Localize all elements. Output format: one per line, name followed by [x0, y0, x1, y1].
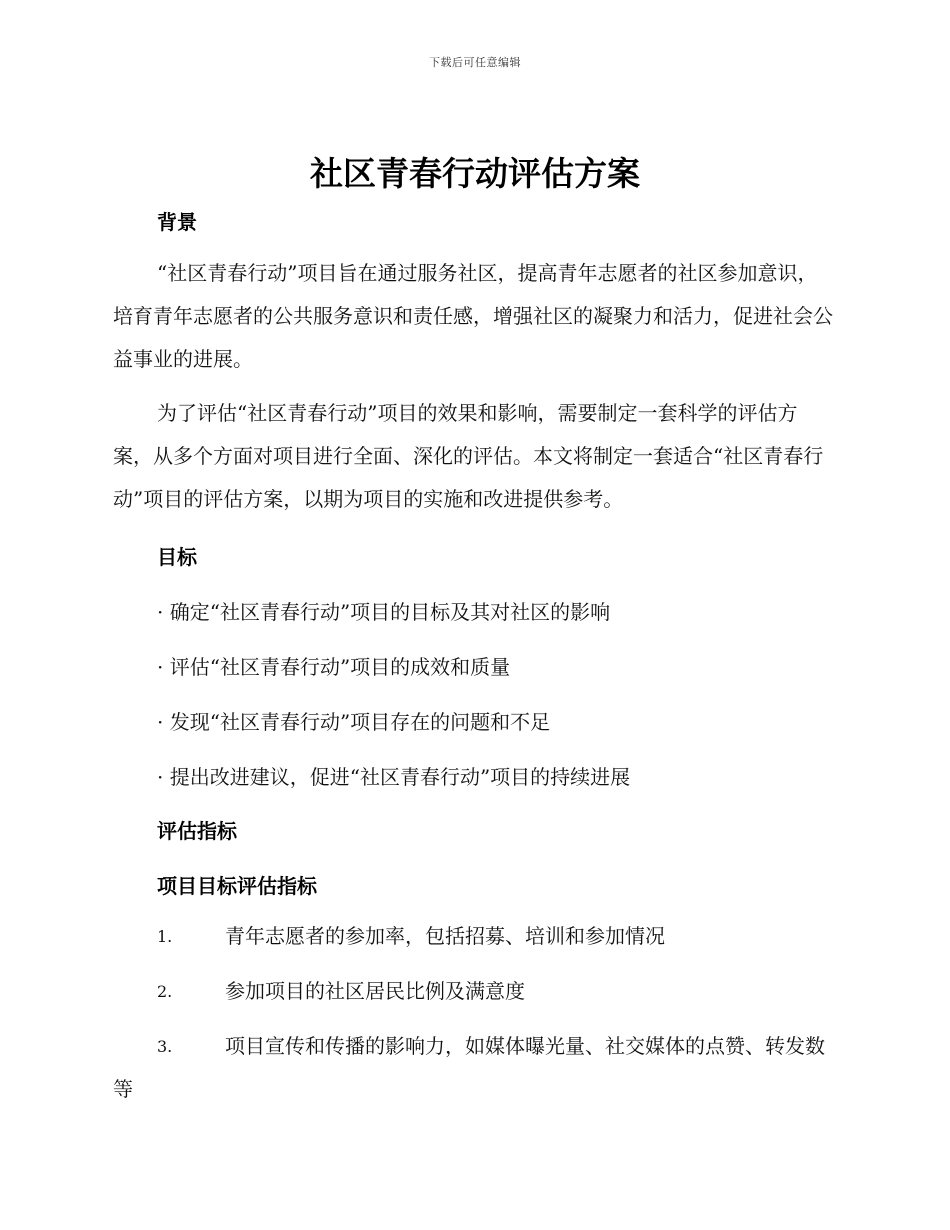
section-heading-goals: 目标 [157, 545, 197, 569]
goal-item: · 发现“社区青春行动”项目存在的问题和不足 [157, 710, 551, 734]
document-title: 社区青春行动评估方案 [310, 154, 640, 193]
background-paragraph-1: “社区青春行动”项目旨在通过服务社区，提高青年志愿者的社区参加意识，培育青年志愿者的公共服务意识和责任感，增强社区的凝聚力和活力，促进社会公益事业的进展。 [113, 261, 833, 371]
goal-item: · 提出改进建议，促进“社区青春行动”项目的持续进展 [157, 765, 631, 789]
indicator-text: 项目宣传和传播的影响力，如媒体曝光量、社交媒体的点赞、转发数等 [113, 1034, 825, 1101]
indicator-item [113, 915, 833, 958]
section-heading-indicators: 评估指标 [157, 819, 237, 843]
indicator-number: 3. [157, 1037, 173, 1056]
goal-item: · 评估“社区青春行动”项目的成效和质量 [157, 655, 511, 679]
goal-item: · 确定“社区青春行动”项目的目标及其对社区的影响 [157, 600, 611, 624]
indicator-item [113, 970, 833, 1013]
section-heading-background: 背景 [157, 210, 197, 234]
header-note: 下载后可任意编辑 [429, 56, 521, 69]
background-paragraph-2: 为了评估“社区青春行动”项目的效果和影响，需要制定一套科学的评估方案，从多个方面对项目进行全面、深化的评估。本文将制定一套适合“社区青春行动”项目的评估方案，以期为项目的实施和改进提供参考。 [113, 401, 824, 511]
indicator-item [113, 1025, 833, 1111]
subsection-heading-project-goals: 项目目标评估指标 [157, 874, 317, 898]
indicator-text: 青年志愿者的参加率，包括招募、培训和参加情况 [225, 924, 665, 948]
indicator-number: 2. [157, 982, 173, 1001]
indicator-text: 参加项目的社区居民比例及满意度 [225, 979, 525, 1003]
indicator-number: 1. [157, 927, 173, 946]
